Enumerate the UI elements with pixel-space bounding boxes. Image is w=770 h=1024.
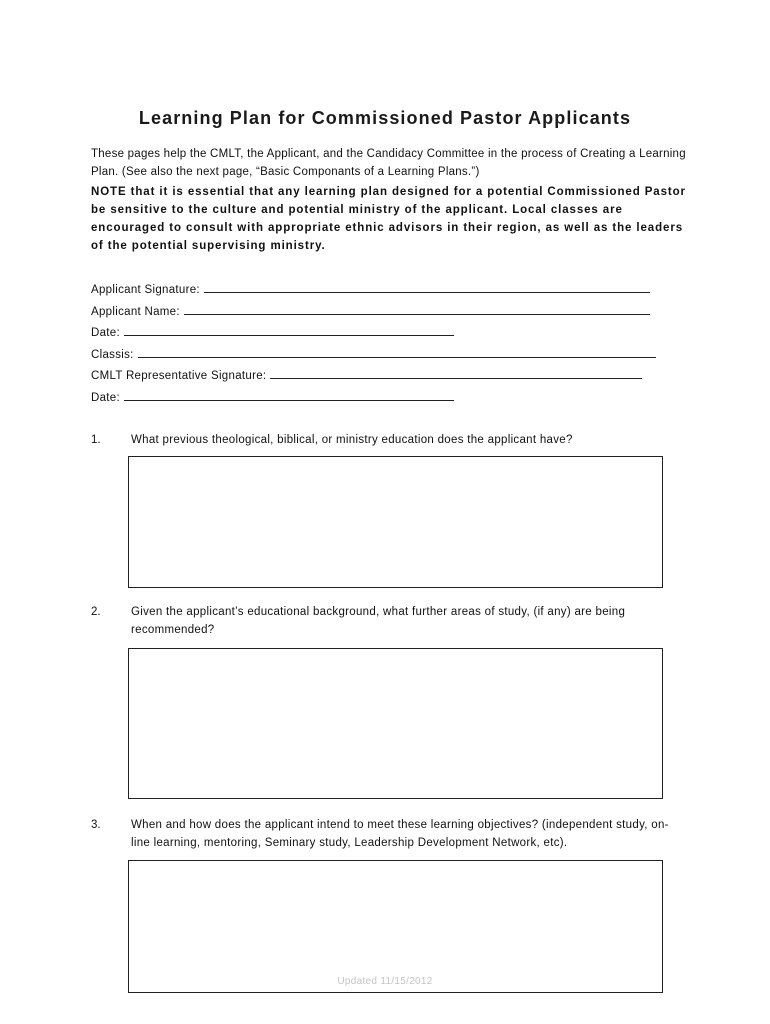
updated-footer: Updated 11/15/2012 bbox=[337, 976, 433, 987]
question-2-answer-box[interactable] bbox=[128, 648, 663, 799]
date-line-2[interactable] bbox=[124, 391, 454, 401]
cmlt-signature-line[interactable] bbox=[270, 369, 642, 379]
date-label-1: Date: bbox=[91, 327, 120, 339]
applicant-signature-line[interactable] bbox=[204, 283, 650, 293]
applicant-name-line[interactable] bbox=[184, 305, 650, 315]
page-title: Learning Plan for Commissioned Pastor Applicants bbox=[138, 108, 632, 128]
question-2-text: Given the applicant’s educational background, what further areas of study, (if any) are being recommended? bbox=[131, 606, 626, 636]
classis-label: Classis: bbox=[91, 349, 134, 361]
applicant-name-label: Applicant Name: bbox=[91, 306, 180, 318]
cmlt-signature-field[interactable] bbox=[91, 369, 642, 382]
classis-field[interactable] bbox=[91, 348, 656, 361]
question-2-number: 2. bbox=[91, 606, 101, 618]
date-label-2: Date: bbox=[91, 392, 120, 404]
cmlt-signature-label: CMLT Representative Signature: bbox=[91, 370, 267, 382]
question-1-number: 1. bbox=[91, 434, 101, 446]
note-paragraph: NOTE that it is essential that any learning plan designed for a potential Commissioned Pastor be sensitive to the culture and potential ministry of the applicant. Local classes are encouraged to consult with appropriate ethnic advisors in their region, as well as the leaders of the potential supervising ministry. bbox=[91, 186, 686, 252]
applicant-signature-field[interactable] bbox=[91, 283, 650, 296]
date-field-2[interactable] bbox=[91, 391, 454, 404]
intro-paragraph: These pages help the CMLT, the Applicant, and the Candidacy Committee in the process of Creating a Learning Plan. (See also the next page, “Basic Componants of a Learning Plans.”) bbox=[91, 148, 686, 178]
applicant-name-field[interactable] bbox=[91, 305, 650, 318]
question-1-answer-box[interactable] bbox=[128, 456, 663, 588]
classis-line[interactable] bbox=[138, 348, 656, 358]
date-line-1[interactable] bbox=[124, 326, 454, 336]
question-1-text: What previous theological, biblical, or ministry education does the applicant have? bbox=[131, 434, 573, 446]
applicant-signature-label: Applicant Signature: bbox=[91, 284, 200, 296]
question-3-number: 3. bbox=[91, 819, 101, 831]
question-3-answer-box[interactable] bbox=[128, 860, 663, 993]
date-field-1[interactable] bbox=[91, 326, 454, 339]
question-3-text: When and how does the applicant intend to meet these learning objectives? (independent study, on-line learning, mentoring, Seminary study, Leadership Development Network, etc). bbox=[131, 819, 669, 849]
